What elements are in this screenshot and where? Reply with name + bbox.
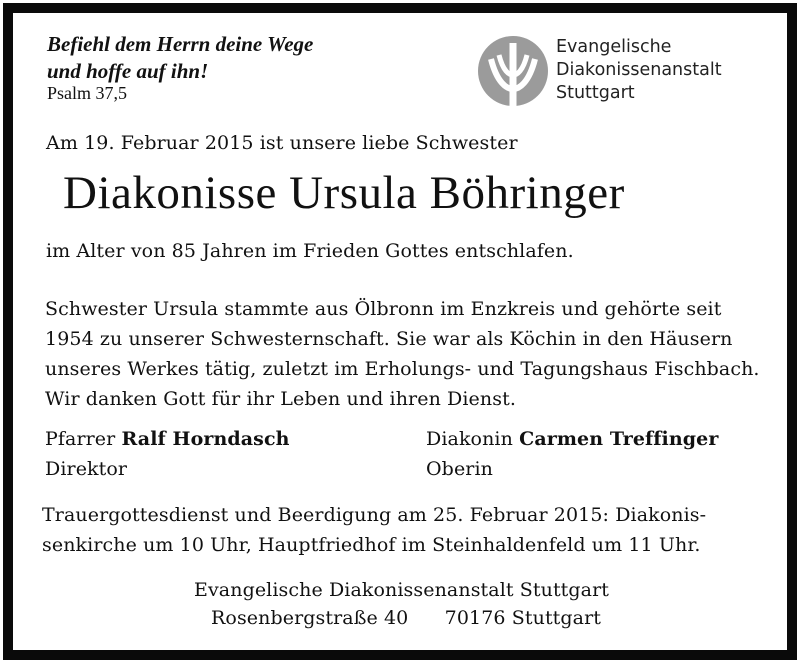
signatory-left-title: Pfarrer (45, 428, 116, 450)
announcement-intro: Am 19. Februar 2015 ist unsere liebe Schwester (46, 132, 518, 154)
signatory-left (45, 424, 290, 484)
funeral-info (42, 500, 706, 560)
biography-line-4: Wir danken Gott für ihr Leben und ihren Dienst. (45, 388, 516, 410)
biography-line-2: 1954 zu unserer Schwesternschaft. Sie war als Köchin in den Häusern (45, 328, 733, 350)
quote-line-1: Befiehl dem Herrn deine Wege (47, 32, 314, 56)
biography-line-1: Schwester Ursula stammte aus Ölbronn im Enzkreis und gehörte seit (45, 298, 722, 320)
signatory-left-name: Ralf Horndasch (121, 428, 290, 450)
logo-line-1: Evangelische (556, 37, 672, 57)
diakonie-cross-icon (477, 33, 549, 111)
footer-city: 70176 Stuttgart (444, 607, 602, 629)
signatory-left-role: Direktor (45, 458, 128, 480)
signatory-right-name: Carmen Treffinger (519, 428, 719, 450)
deceased-name: Diakonisse Ursula Böhringer (63, 167, 625, 219)
biography-line-3: unseres Werkes tätig, zuletzt im Erholungs- und Tagungshaus Fischbach. (45, 358, 760, 380)
announcement-outro: im Alter von 85 Jahren im Frieden Gottes entschlafen. (46, 240, 574, 262)
signatory-right-role: Oberin (426, 458, 493, 480)
bible-quote (47, 31, 313, 85)
footer-street: Rosenbergstraße 40 (211, 607, 409, 629)
quote-source: Psalm 37,5 (47, 83, 128, 103)
funeral-line-2: senkirche um 10 Uhr, Hauptfriedhof im Steinhaldenfeld um 11 Uhr. (42, 534, 701, 556)
funeral-line-1: Trauergottesdienst und Beerdigung am 25. Februar 2015: Diakonis- (42, 504, 707, 526)
quote-line-2: und hoffe auf ihn! (47, 59, 209, 83)
logo-line-3: Stuttgart (556, 83, 635, 103)
signatory-right (426, 424, 718, 484)
logo-line-2: Diakonissenanstalt (556, 60, 722, 80)
signatory-right-title: Diakonin (426, 428, 513, 450)
footer-organization: Evangelische Diakonissenanstalt Stuttgart (194, 579, 610, 601)
biography (45, 294, 760, 414)
organization-logo (477, 33, 777, 113)
footer-address (211, 603, 601, 633)
